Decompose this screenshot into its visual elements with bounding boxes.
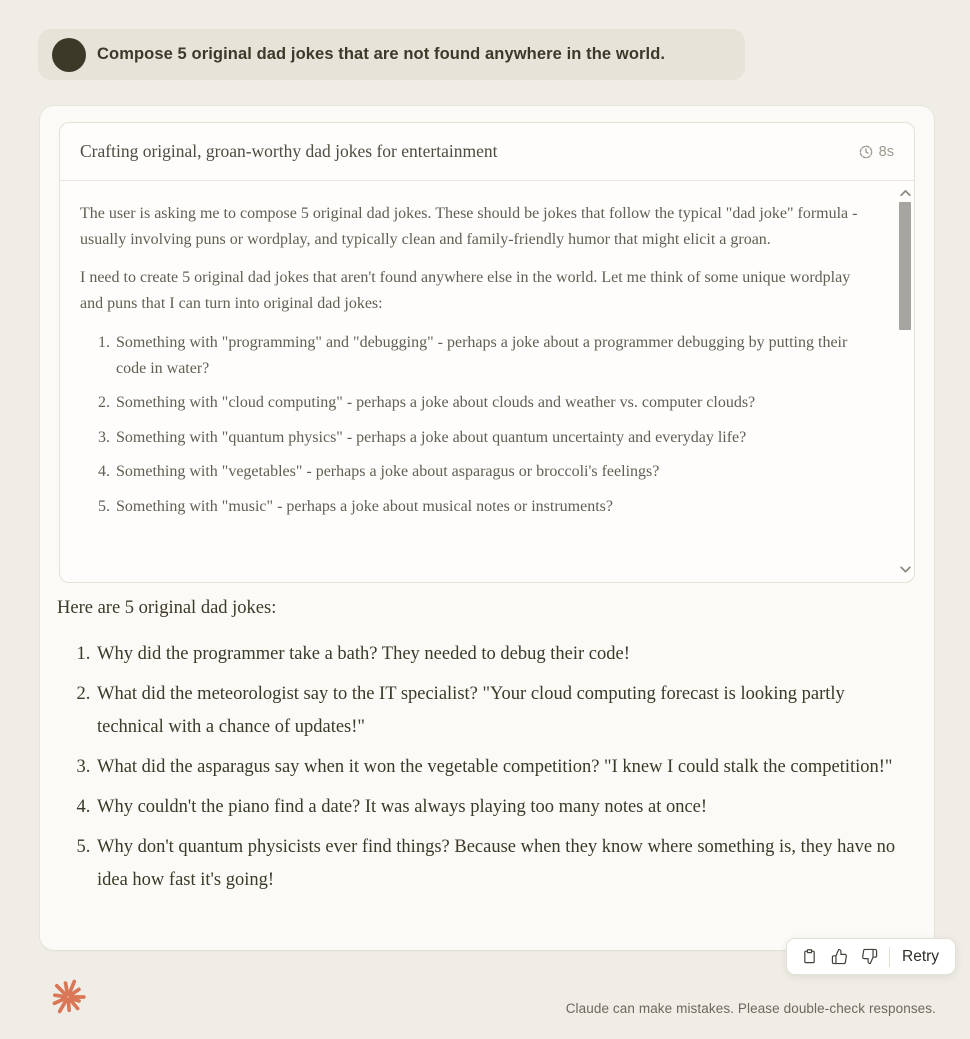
thinking-list-item: 4. Something with "vegetables" - perhaps a joke about asparagus or broccoli's feelings? (114, 459, 868, 485)
assistant-response-card (40, 106, 934, 950)
thumbs-up-icon (831, 948, 848, 965)
thinking-paragraph: I need to create 5 original dad jokes that aren't found anywhere else in the world. Let me think of some unique wordplay and puns that I can turn into original dad jokes: (80, 269, 851, 312)
scrollbar-thumb[interactable] (899, 202, 911, 330)
thinking-list-item: 2. Something with "cloud computing" - perhaps a joke about clouds and weather vs. computer clouds? (114, 390, 868, 416)
assistant-response-body (57, 592, 897, 904)
scroll-up-arrow-icon[interactable] (898, 186, 912, 198)
thinking-list-item: 3. Something with "quantum physics" - perhaps a joke about quantum uncertainty and everyday life? (114, 425, 868, 451)
user-avatar (52, 38, 86, 72)
user-message-bubble (38, 29, 745, 80)
joke-item: 2. What did the meteorologist say to the IT specialist? "Your cloud computing forecast is looking partly technical with a chance of updates!" (95, 678, 897, 744)
joke-item: 5. Why don't quantum physicists ever find things? Because when they know where something is, they have no idea how fast it's going! (95, 831, 897, 897)
jokes-list (57, 638, 897, 897)
copy-icon (801, 948, 818, 965)
response-action-bar (786, 938, 956, 975)
timer-clock-icon (858, 144, 874, 160)
action-bar-divider (889, 947, 890, 967)
claude-starburst-logo (48, 977, 88, 1017)
thinking-panel (59, 122, 915, 583)
thinking-scrollbar[interactable] (897, 182, 913, 581)
thinking-duration: 8s (878, 143, 894, 160)
copy-button[interactable] (795, 943, 823, 971)
thumbs-up-button[interactable] (825, 943, 853, 971)
thinking-title: Crafting original, groan-worthy dad jokes for entertainment (80, 141, 498, 161)
thinking-paragraph: The user is asking me to compose 5 original dad jokes. These should be jokes that follow the typical "dad joke" formula - usually involving puns or wordplay, and typically clean and family-friendly humor that might elicit a groan. (80, 205, 858, 248)
joke-item: 1. Why did the programmer take a bath? They needed to debug their code! (95, 638, 897, 671)
retry-button[interactable]: Retry (898, 944, 947, 970)
thinking-list-item: 1. Something with "programming" and "debugging" - perhaps a joke about a programmer debugging by putting their code in water? (114, 330, 868, 381)
thinking-timer (858, 144, 894, 160)
scroll-down-arrow-icon[interactable] (898, 563, 912, 575)
thumbs-down-icon (861, 948, 878, 965)
thinking-list-item: 5. Something with "music" - perhaps a joke about musical notes or instruments? (114, 494, 868, 520)
joke-item: 4. Why couldn't the piano find a date? It was always playing too many notes at once! (95, 791, 897, 824)
thinking-content (60, 181, 914, 582)
user-message-text: Compose 5 original dad jokes that are not found anywhere in the world. (97, 45, 666, 63)
thinking-header[interactable] (60, 123, 914, 181)
response-intro: Here are 5 original dad jokes: (57, 598, 277, 618)
thinking-idea-list (80, 330, 868, 519)
joke-item: 3. What did the asparagus say when it won the vegetable competition? "I knew I could stalk the competition!" (95, 751, 897, 784)
disclaimer-text: Claude can make mistakes. Please double-check responses. (565, 1001, 936, 1016)
thumbs-down-button[interactable] (855, 943, 883, 971)
